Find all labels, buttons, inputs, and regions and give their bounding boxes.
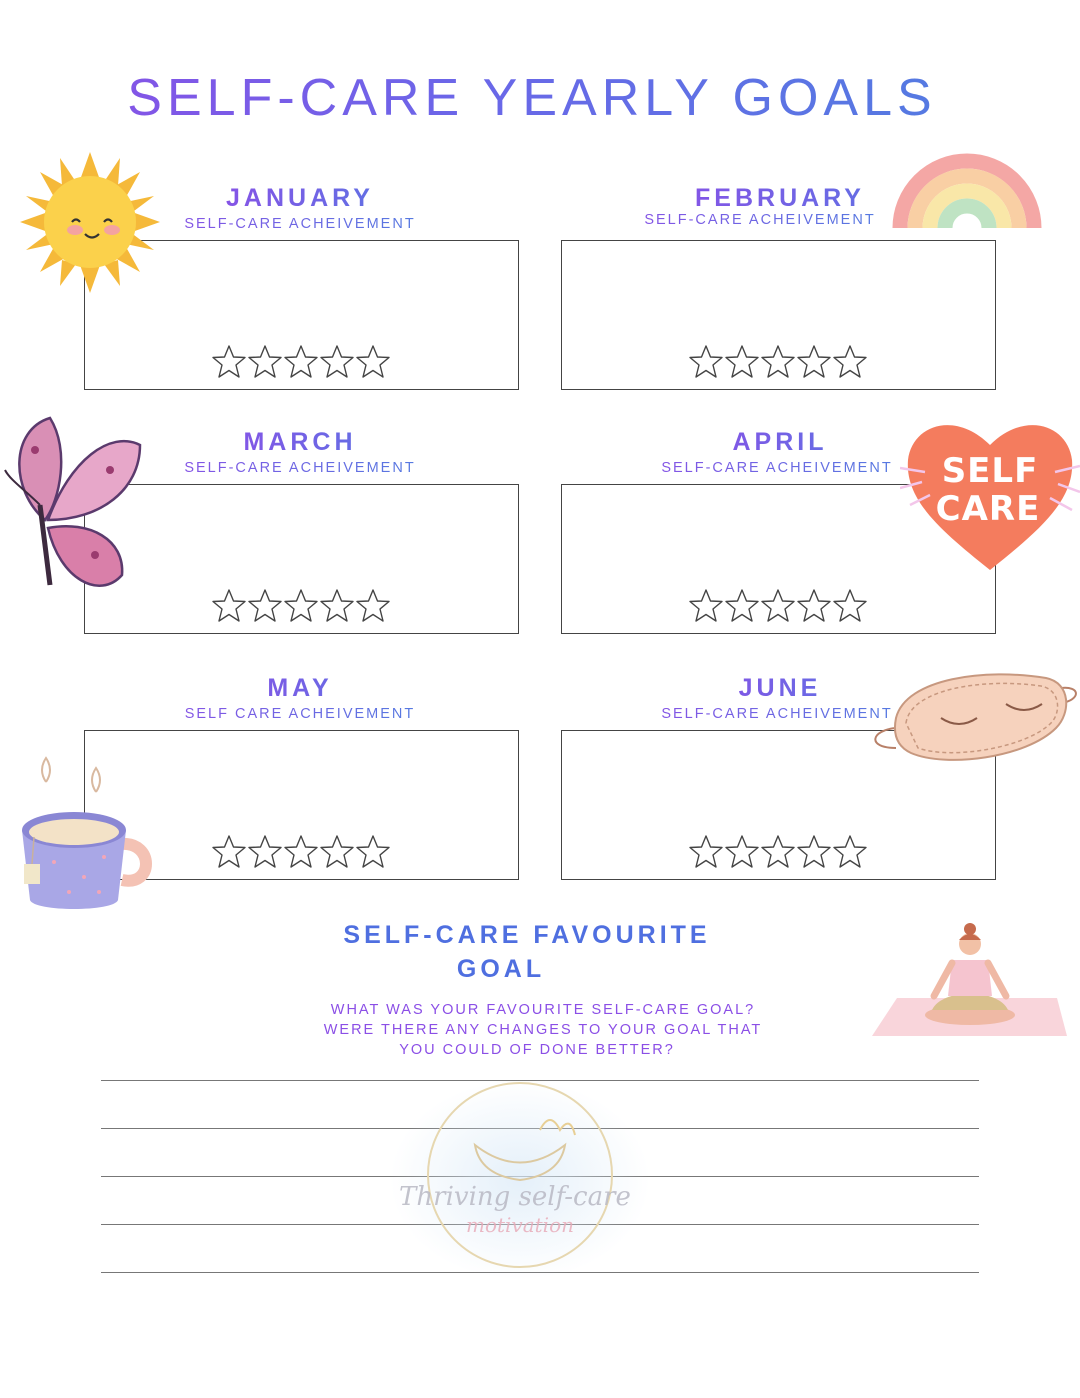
favourite-goal-title-line2: GOAL [456,955,546,983]
month-title-april: APRIL [680,428,880,457]
star-rating-january[interactable] [211,344,391,380]
month-subtitle-april: SELF-CARE ACHEIVEMENT [627,460,927,476]
butterfly-icon [0,410,145,600]
star-icon[interactable] [796,588,832,624]
star-icon[interactable] [355,344,391,380]
watermark-line1: Thriving self-care [399,1182,631,1212]
star-icon[interactable] [211,588,247,624]
star-icon[interactable] [760,588,796,624]
month-subtitle-february: SELF-CARE ACHEIVEMENT [610,212,910,228]
page-title: SELF-CARE YEARLY GOALS [0,68,1064,128]
star-icon[interactable] [247,344,283,380]
self-care-heart-icon [900,410,1080,575]
star-icon[interactable] [247,588,283,624]
star-icon[interactable] [319,344,355,380]
star-icon[interactable] [355,834,391,870]
star-icon[interactable] [832,588,868,624]
star-rating-february[interactable] [688,344,868,380]
star-rating-april[interactable] [688,588,868,624]
month-subtitle-june: SELF-CARE ACHEIVEMENT [627,706,927,722]
star-icon[interactable] [760,344,796,380]
star-icon[interactable] [796,344,832,380]
favourite-question-line3: YOU COULD OF DONE BETTER? [399,1042,675,1058]
star-icon[interactable] [319,834,355,870]
star-icon[interactable] [688,834,724,870]
watermark-line2: motivation [465,1213,575,1237]
star-rating-march[interactable] [211,588,391,624]
month-title-may: MAY [200,674,400,703]
month-title-june: JUNE [680,674,880,703]
star-icon[interactable] [832,834,868,870]
month-subtitle-january: SELF-CARE ACHEIVEMENT [150,216,450,232]
month-subtitle-march: SELF-CARE ACHEIVEMENT [150,460,450,476]
month-subtitle-may: SELF CARE ACHEIVEMENT [150,706,450,722]
star-icon[interactable] [832,344,868,380]
smiling-sun-icon [20,150,160,295]
star-icon[interactable] [211,344,247,380]
star-icon[interactable] [796,834,832,870]
star-icon[interactable] [355,588,391,624]
favourite-question-line1: WHAT WAS YOUR FAVOURITE SELF-CARE GOAL? [330,1002,756,1018]
star-icon[interactable] [247,834,283,870]
star-rating-may[interactable] [211,834,391,870]
heart-text-line2: CARE [935,489,1041,529]
star-icon[interactable] [211,834,247,870]
sleep-mask-icon [866,668,1080,768]
heart-text-line1: SELF [941,451,1039,491]
month-title-february: FEBRUARY [640,184,920,213]
star-icon[interactable] [319,588,355,624]
favourite-goal-title-line1: SELF-CARE FAVOURITE [343,921,711,949]
rainbow-icon [892,128,1042,233]
thriving-self-care-logo-watermark [370,1070,650,1290]
month-title-march: MARCH [200,428,400,457]
star-icon[interactable] [283,834,319,870]
favourite-question-line2: WERE THERE ANY CHANGES TO YOUR GOAL THAT [323,1022,763,1038]
star-icon[interactable] [724,588,760,624]
star-icon[interactable] [724,834,760,870]
star-icon[interactable] [688,344,724,380]
meditating-woman-icon [872,918,1067,1043]
star-icon[interactable] [283,344,319,380]
star-icon[interactable] [283,588,319,624]
star-icon[interactable] [760,834,796,870]
star-icon[interactable] [688,588,724,624]
star-icon[interactable] [724,344,760,380]
month-title-january: JANUARY [200,184,400,213]
star-rating-june[interactable] [688,834,868,870]
tea-cup-icon [14,752,154,917]
